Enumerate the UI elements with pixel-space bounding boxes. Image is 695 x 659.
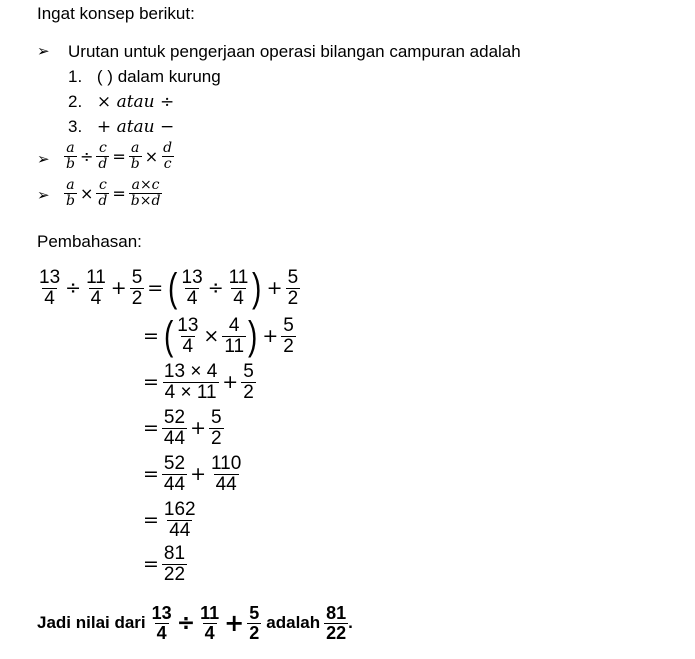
order-heading: Urutan untuk pengerjaan operasi bilangan campuran adalah [68, 42, 521, 61]
order-item-2 [68, 92, 174, 112]
fraction: $\frac{81}{22}$ [326, 603, 347, 643]
solution-step-3 [140, 362, 256, 403]
equals-sign: = [112, 183, 126, 203]
conclusion [37, 604, 353, 643]
fraction: $\frac{52}{44}$ [163, 453, 186, 495]
order-text: × atau ÷ [96, 92, 175, 112]
open-paren: ( [163, 314, 174, 359]
plus-sign: + [222, 371, 239, 394]
fraction: $\frac{5}{2}$ [131, 267, 143, 309]
fraction: $\frac{13 \times 4}{4 \times 11}$ [163, 361, 218, 403]
fraction: $\frac{110}{44}$ [210, 453, 242, 495]
equals-sign: = [143, 463, 159, 486]
order-text: + atau − [96, 117, 175, 137]
equals-sign: = [143, 553, 159, 576]
fraction: $\frac{13}{4}$ [151, 603, 172, 643]
close-paren: ) [252, 266, 262, 311]
divide-sign: ÷ [207, 277, 224, 300]
fraction: $\frac{5}{2}$ [243, 361, 254, 403]
fraction: $\frac{13}{4}$ [39, 267, 61, 309]
equals-sign: = [147, 277, 164, 300]
fraction: $\frac{a\times c}{b\times d}$ [130, 177, 161, 209]
conclusion-period: . [348, 613, 353, 633]
plus-sign: + [190, 417, 206, 440]
fraction: $\frac{a}{b}$ [130, 140, 140, 172]
fraction: $\frac{13}{4}$ [177, 315, 199, 357]
fraction: $\frac{c}{d}$ [98, 177, 108, 209]
equals-sign: = [112, 146, 126, 166]
fraction: $\frac{11}{4}$ [200, 603, 220, 643]
order-number: 2. [68, 92, 83, 111]
order-number: 3. [68, 117, 83, 136]
fraction: $\frac{5}{2}$ [287, 267, 299, 309]
fraction: $\frac{5}{2}$ [210, 407, 222, 449]
equals-sign: = [143, 325, 159, 348]
fraction: $\frac{5}{2}$ [283, 315, 294, 357]
fraction: $\frac{a}{b}$ [66, 140, 75, 172]
fraction: $\frac{4}{11}$ [224, 315, 245, 357]
bullet-arrow-icon: ➢ [37, 43, 50, 60]
plus-sign: + [110, 277, 127, 300]
fraction: $\frac{a}{b}$ [66, 177, 75, 209]
solution-step-4 [140, 408, 224, 449]
order-item-1 [68, 67, 221, 87]
fraction: $\frac{162}{44}$ [163, 499, 196, 541]
bullet-arrow-icon: ➢ [37, 187, 50, 204]
fraction: $\frac{81}{22}$ [163, 543, 186, 585]
times-sign: × [144, 146, 159, 166]
fraction: $\frac{c}{d}$ [98, 140, 108, 172]
plus-sign: + [224, 609, 245, 638]
solution-step-5 [140, 454, 243, 495]
close-paren: ) [248, 314, 258, 359]
open-paren: ( [168, 266, 178, 311]
solution-step-2 [140, 316, 296, 357]
equals-sign: = [143, 509, 159, 532]
fraction: $\frac{d}{c}$ [163, 140, 173, 172]
intro-text: Ingat konsep berikut: [37, 4, 195, 23]
fraction: $\frac{13}{4}$ [181, 267, 203, 309]
order-number: 1. [68, 67, 83, 86]
fraction: $\frac{11}{4}$ [228, 267, 249, 309]
order-item-3 [68, 117, 174, 137]
fraction: $\frac{52}{44}$ [163, 407, 186, 449]
division-rule [64, 141, 174, 171]
divide-sign: ÷ [65, 277, 82, 300]
solution-step-1 [37, 268, 300, 309]
fraction: $\frac{5}{2}$ [249, 603, 260, 643]
plus-sign: + [266, 277, 283, 300]
order-text: ( ) dalam kurung [96, 67, 221, 86]
solution-step-6 [140, 500, 198, 541]
divide-sign: ÷ [176, 610, 196, 636]
fraction: $\frac{11}{4}$ [86, 267, 106, 309]
times-sign: × [203, 325, 220, 348]
solution-step-7 [140, 544, 187, 585]
plus-sign: + [262, 325, 279, 348]
times-sign: × [79, 183, 94, 203]
equals-sign: = [143, 417, 159, 440]
pembahasan-heading: Pembahasan: [37, 232, 142, 251]
equals-sign: = [143, 371, 159, 394]
bullet-arrow-icon: ➢ [37, 151, 50, 168]
conclusion-mid: adalah [266, 613, 321, 633]
multiplication-rule [64, 178, 162, 208]
conclusion-prefix: Jadi nilai dari [37, 613, 146, 633]
divide-sign: ÷ [79, 146, 94, 166]
plus-sign: + [190, 463, 206, 486]
